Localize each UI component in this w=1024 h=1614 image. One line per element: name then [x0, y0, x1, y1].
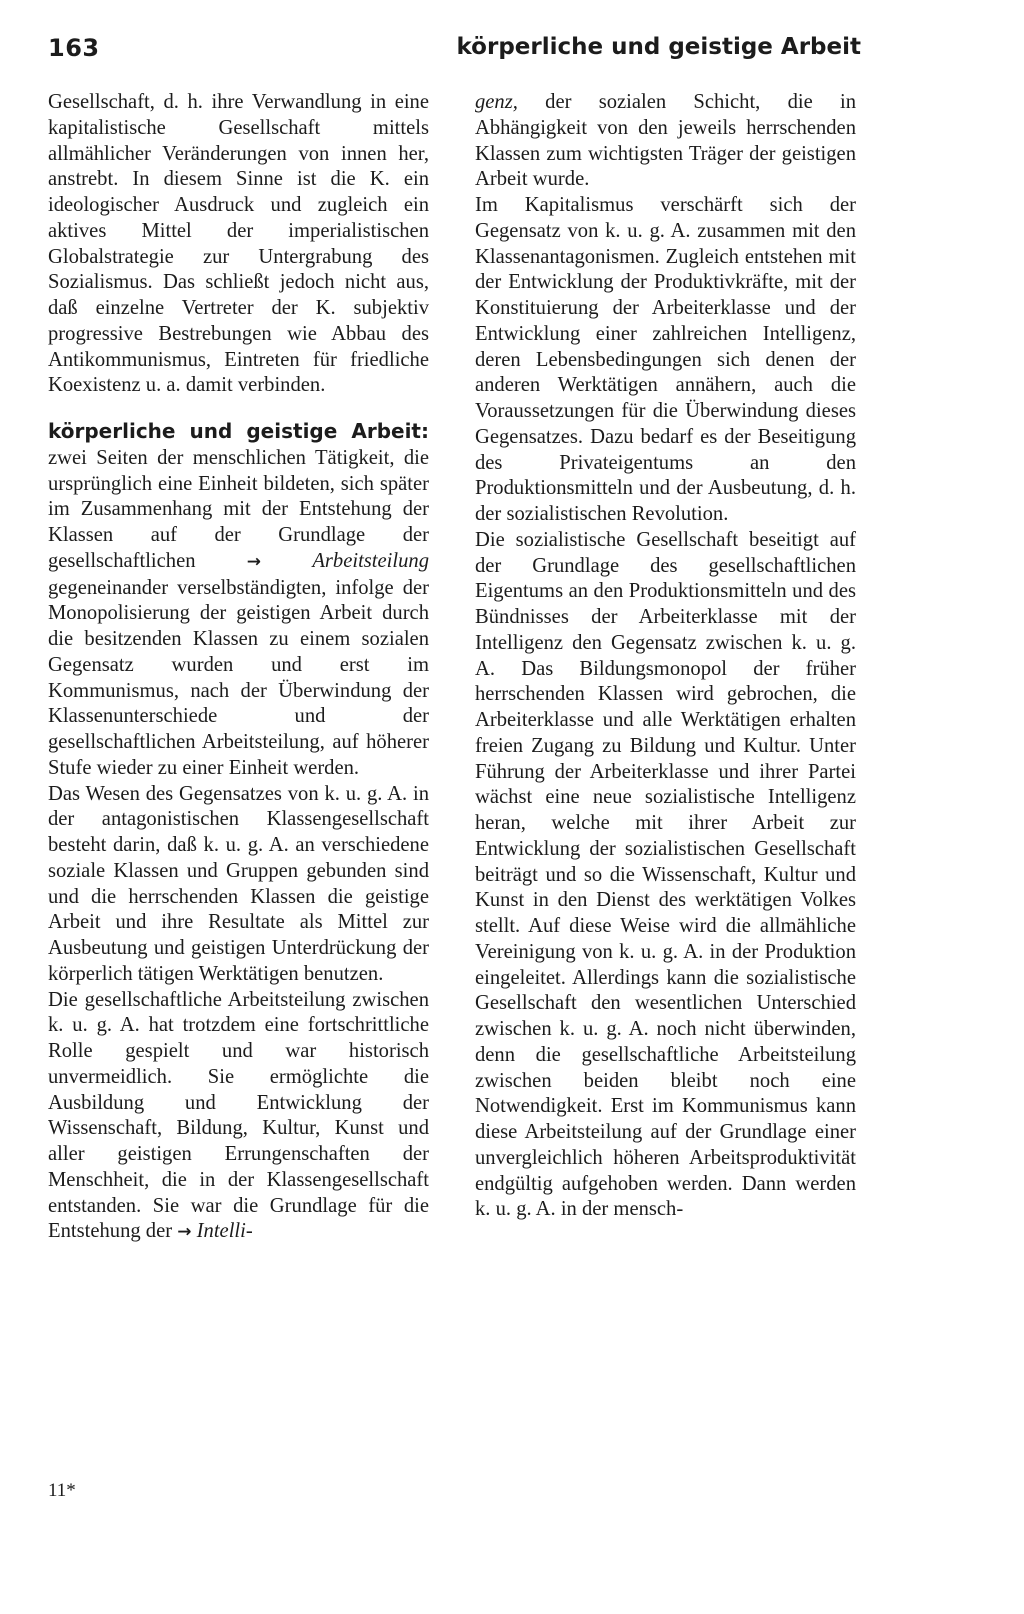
paragraph: Im Kapitalismus verschärft sich der Gegensatz von k. u. g. A. zusammen mit den Klassenantagonismen. Zugleich entstehen mit der Entwicklung der Produktivkräfte, mit der Konstituierung der Arbeiterklasse und der Entwicklung einer zahlreichen Intelligenz, deren Lebensbedingungen sich denen der anderen Werktätigen annähern, auch die Voraussetzungen für die Überwindung dieses Gegensatzes. Dazu bedarf es der Beseitigung des Privateigentums an den Produktionsmitteln und der Ausbeutung, d. h. der sozialistischen Revolution.: [475, 194, 856, 525]
sheet-signature: 11*: [48, 1480, 76, 1501]
page-number: 163: [48, 34, 100, 62]
paragraph: Gesellschaft, d. h. ihre Verwandlung in eine kapitalistische Gesellschaft mittels allmählicher Veränderungen von innen her, anstrebt. In diesem Sinne ist die K. ein ideologischer Ausdruck und zugleich ein aktives Mittel der imperialistischen Globalstrategie zur Untergrabung des Sozialismus. Das schließt jedoch nicht aus, daß einzelne Vertreter der K. subjektiv progressive Bestrebungen wie Abbau des Antikommunismus, Eintreten für friedliche Koexistenz u. a. damit verbinden.: [48, 91, 429, 397]
paragraph: [48, 988, 429, 1247]
paragraph: [475, 90, 856, 193]
cross-reference: Arbeitsteilung: [312, 549, 429, 572]
cross-reference-arrow-icon: →: [177, 1222, 192, 1243]
right-column: [475, 90, 856, 1223]
left-column: [48, 90, 429, 1246]
entry-text: gegeneinander verselbständigten, infolge der Monopolisierung der geistigen Arbeit durch die besitzenden Klassen zu einem sozialen Gegensatz wurden und erst im Kommunismus, nach der Überwindung der Klassenunterschiede und der gesellschaftlichen Arbeitsteilung, auf höherer Stufe wieder zu einer Einheit werden.: [48, 576, 429, 779]
entry-lemma: körperliche und geistige Arbeit:: [48, 419, 429, 443]
cross-reference-arrow-icon: →: [246, 551, 262, 572]
paragraph: Das Wesen des Gegensatzes von k. u. g. A. in der antagonistischen Klassengesellschaft besteht darin, daß k. u. g. A. an verschiedene soziale Klassen und Gruppen gebunden sind und die herrschenden Klassen die geistige Arbeit und ihre Resultate als Mittel zur Ausbeutung und geistigen Unterdrückung der körperlich tätigen Werktätigen benutzen.: [48, 782, 429, 985]
dictionary-entry: [48, 419, 429, 782]
paragraph: Die sozialistische Gesellschaft beseitigt auf der Grundlage des gesellschaftlichen Eigentums an den Produktionsmitteln und des Bündnisses der Arbeiterklasse mit der Intelligenz den Gegensatz zwischen k. u. g. A. Das Bildungsmonopol der früher herrschenden Klassen wird gebrochen, die Arbeiterklasse und alle Werktätigen erhalten freien Zugang zu Bildung und Kultur. Unter Führung der Arbeiterklasse und ihrer Partei wächst eine neue sozialistische Intelligenz heran, welche mit ihrer Arbeit zur Entwicklung der sozialistischen Gesellschaft beiträgt und so die Wissenschaft, Kultur und Kunst in den Dienst des werktätigen Volkes stellt. Auf diese Weise wird die allmähliche Vereinigung von k. u. g. A. in der Produktion eingeleitet. Allerdings kann die sozialistische Gesellschaft den wesentlichen Unterschied zwischen k. u. g. A. noch nicht überwinden, denn die gesellschaftliche Arbeitsteilung zwischen beiden bleibt noch eine Notwendigkeit. Erst im Kommunismus kann diese Arbeitsteilung auf der Grundlage einer unvergleichlich höheren Arbeitsproduktivität endgültig aufgehoben werden. Dann werden k. u. g. A. in der mensch-: [475, 528, 856, 1221]
cross-reference: Intelli-: [196, 1220, 253, 1243]
cross-reference: genz,: [475, 91, 518, 113]
entry-text: zwei Seiten der menschlichen Tätigkeit, die ursprünglich eine Einheit bildeten, sich später im Zusammenhang mit der Entstehung der Klassen auf der Grundlage der gesellschaftlichen: [48, 446, 429, 572]
running-head: körperliche und geistige Arbeit: [456, 34, 861, 60]
paragraph-text: der sozialen Schicht, die in Abhängigkeit von den jeweils herrschenden Klassen zum wichtigsten Träger der geistigen Arbeit wurde.: [475, 91, 856, 191]
paragraph-text: Die gesellschaftliche Arbeitsteilung zwischen k. u. g. A. hat trotzdem eine fortschrittliche Rolle gespielt und war historisch unvermeidlich. Sie ermöglichte die Ausbildung und Entwicklung der Wissenschaft, Bildung, Kultur, Kunst und aller geistigen Errungenschaften der Menschheit, die in der Klassengesellschaft entstanden. Sie war die Grundlage für die Entstehung der: [48, 988, 429, 1243]
